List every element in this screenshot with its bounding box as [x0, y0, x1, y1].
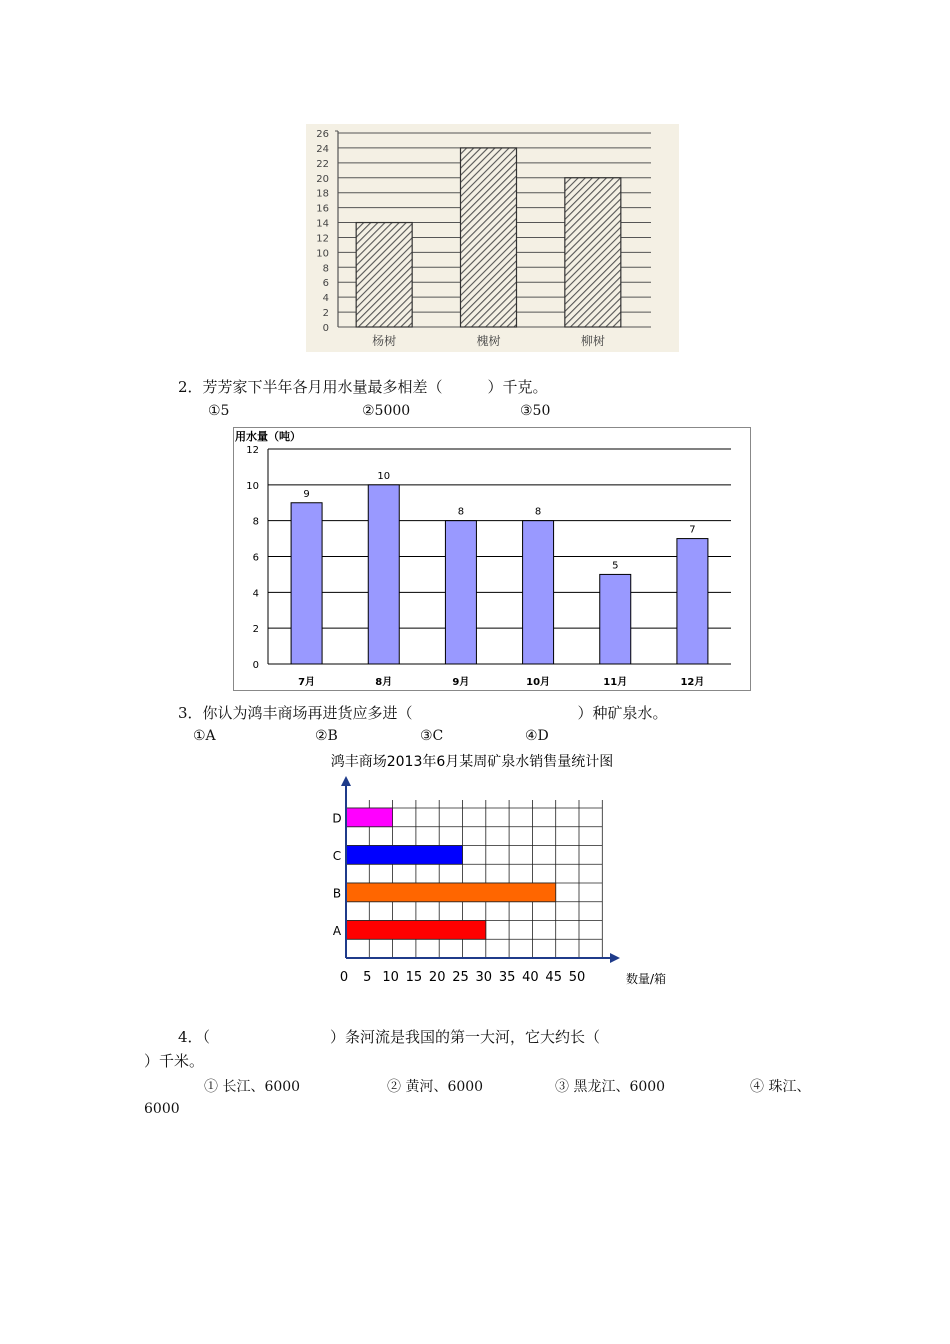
q2-option-2: ②5000	[362, 403, 411, 419]
bar-A	[346, 921, 486, 940]
y-tick-label: 4	[252, 588, 259, 600]
x-category-label: 7月	[298, 677, 316, 688]
y-tick-label: 26	[316, 129, 329, 140]
y-tick-label: 4	[322, 293, 329, 305]
q3-option-2: ②B	[315, 728, 338, 744]
q4-option-1: ① 长江、6000	[204, 1079, 301, 1095]
y-category-label: A	[332, 923, 342, 938]
data-label: 8	[457, 506, 465, 518]
x-tick-label: 35	[498, 970, 516, 985]
data-label: 9	[303, 488, 310, 500]
x-tick-label: 15	[405, 970, 423, 985]
x-tick-label: 10	[382, 970, 399, 985]
tree-bar-chart	[306, 124, 679, 352]
bar-D	[346, 808, 393, 827]
q4-option-2: ② 黄河、6000	[387, 1079, 484, 1095]
x-category-label: 11月	[603, 677, 628, 688]
x-category-label: 杨树	[372, 334, 397, 348]
q2-option-3: ③50	[520, 403, 551, 419]
y-tick-label: 22	[316, 158, 329, 170]
y-tick-label: 6	[322, 278, 329, 290]
bar-8月	[368, 485, 399, 664]
data-label: 7	[689, 524, 696, 536]
y-tick-label: 10	[316, 248, 329, 260]
y-category-label: D	[332, 811, 342, 826]
sales-chart-xlabel: 数量/箱	[625, 972, 667, 986]
y-tick-label: 24	[316, 143, 329, 155]
q3-option-1: ①A	[193, 728, 216, 744]
q4-option-3: ③ 黑龙江、6000	[555, 1079, 666, 1095]
data-label: 5	[612, 560, 619, 572]
water-chart-ylabel: 用水量（吨）	[235, 430, 301, 443]
y-tick-label: 8	[252, 516, 259, 528]
bar-12月	[677, 539, 708, 664]
x-category-label: 槐树	[476, 334, 501, 348]
q3-option-3: ③C	[420, 728, 444, 744]
x-tick-label: 5	[363, 970, 372, 985]
question-3: 3．你认为鸿丰商场再进货应多进（ ）种矿泉水。	[178, 704, 668, 722]
x-axis-arrow	[610, 953, 620, 963]
y-category-label: B	[332, 886, 342, 901]
q4-option-4-wrap: 6000	[144, 1101, 180, 1117]
data-label: 10	[377, 470, 391, 482]
x-tick-label: 0	[339, 970, 349, 985]
bar-杨树	[356, 223, 412, 327]
y-tick-label: 6	[252, 552, 259, 564]
y-tick-label: 20	[316, 173, 329, 185]
y-tick-label: 2	[252, 624, 259, 636]
question-4-line-2: ）千米。	[144, 1052, 205, 1070]
y-tick-label: 8	[322, 263, 329, 275]
x-tick-label: 20	[428, 970, 446, 985]
y-tick-label: 16	[316, 203, 329, 215]
water-usage-chart	[233, 427, 751, 691]
sales-chart-title: 鸿丰商场2013年6月某周矿泉水销售量统计图	[330, 754, 614, 770]
y-tick-label: 2	[322, 308, 329, 320]
bar-槐树	[461, 148, 517, 327]
x-tick-label: 45	[545, 970, 562, 985]
y-tick-label: 12	[316, 233, 329, 245]
y-tick-label: 0	[322, 323, 329, 334]
bar-C	[346, 846, 463, 865]
bar-柳树	[565, 178, 621, 327]
y-tick-label: 14	[316, 218, 329, 230]
x-tick-label: 25	[452, 970, 469, 985]
bar-B	[346, 883, 556, 902]
bar-10月	[523, 521, 554, 664]
y-tick-label: 0	[252, 660, 259, 671]
y-tick-label: 12	[246, 445, 259, 456]
y-tick-label: 10	[246, 480, 259, 492]
bar-9月	[445, 521, 476, 664]
y-axis-arrow	[341, 776, 351, 786]
x-tick-label: 50	[568, 970, 586, 985]
bar-7月	[291, 503, 322, 664]
x-tick-label: 40	[522, 970, 539, 985]
water-sales-chart	[310, 750, 690, 990]
x-category-label: 8月	[375, 677, 393, 688]
x-category-label: 9月	[452, 677, 470, 688]
x-category-label: 10月	[526, 677, 551, 688]
q3-option-4: ④D	[525, 728, 549, 744]
y-category-label: C	[332, 848, 342, 863]
x-category-label: 柳树	[580, 334, 605, 348]
q4-option-4: ④ 珠江、	[750, 1079, 811, 1095]
y-tick-label: 18	[316, 188, 329, 200]
data-label: 8	[534, 506, 542, 518]
question-2: 2．芳芳家下半年各月用水量最多相差（ ）千克。	[178, 378, 548, 396]
q2-option-1: ①5	[208, 403, 230, 419]
bar-11月	[600, 574, 631, 664]
question-4-line-1: 4．（ ）条河流是我国的第一大河，它大约长（	[178, 1028, 601, 1046]
x-category-label: 12月	[680, 677, 705, 688]
x-tick-label: 30	[475, 970, 493, 985]
